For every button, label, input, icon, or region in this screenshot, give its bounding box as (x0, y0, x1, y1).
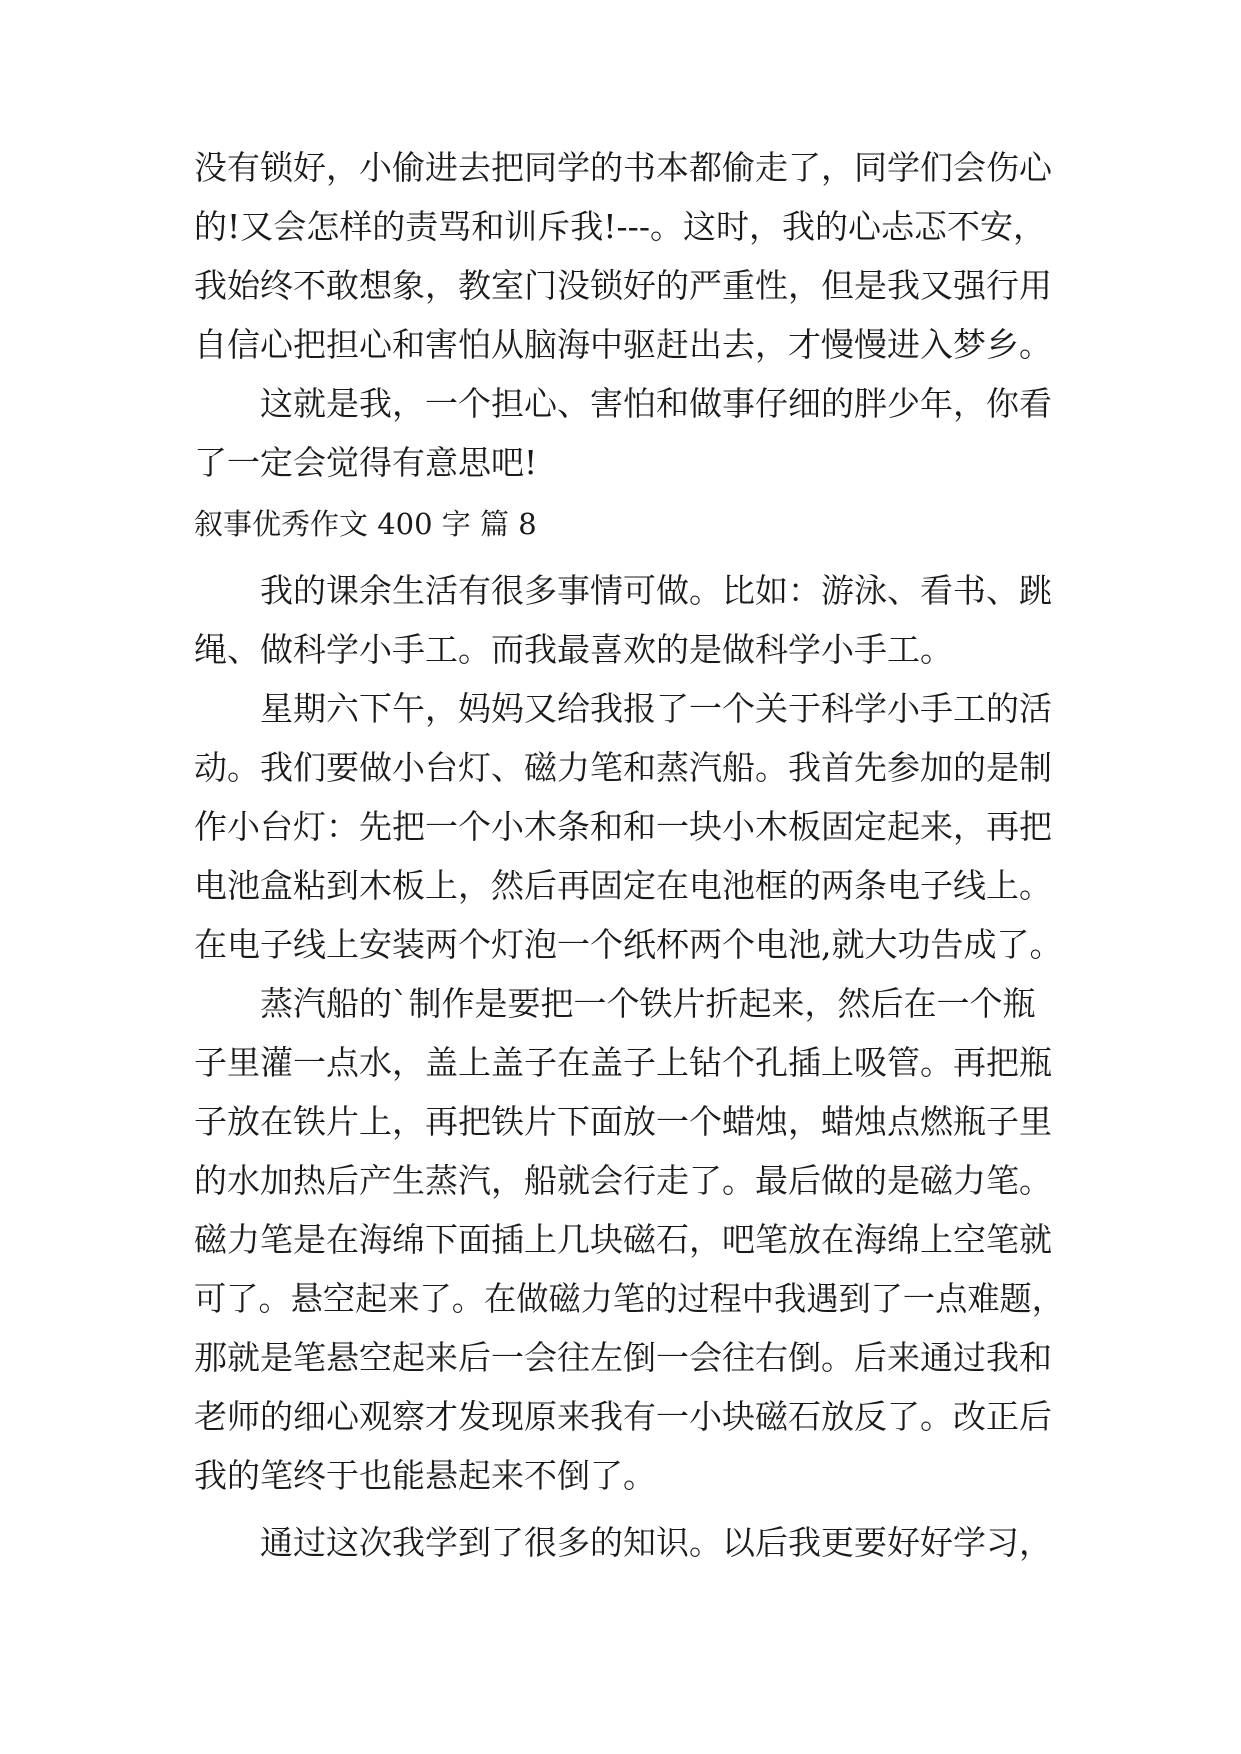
text-line-content: 的!又会怎样的责骂和训斥我!---。这时，我的心忐忑不安， (194, 207, 1046, 246)
text-line (0, 1269, 1241, 1329)
text-line-content: 的水加热后产生蒸汽，船就会行走了。最后做的是磁力笔。 (194, 1161, 1052, 1200)
text-line (0, 1387, 1241, 1447)
text-line-content: 作小台灯：先把一个小木条和和一块小木板固定起来，再把 (194, 807, 1052, 846)
text-line-content: 绳、做科学小手工。而我最喜欢的是做科学小手工。 (194, 630, 953, 669)
text-line (0, 679, 1241, 739)
text-line-content: 星期六下午，妈妈又给我报了一个关于科学小手工的活 (260, 689, 1052, 728)
text-line-content: 电池盒粘到木板上，然后再固定在电池框的两条电子线上。 (194, 866, 1052, 905)
text-line-content: 了一定会觉得有意思吧! (194, 443, 538, 482)
text-line-content: 子里灌一点水，盖上盖子在盖子上钻个孔插上吸管。再把瓶 (194, 1043, 1052, 1082)
text-line-content: 这就是我，一个担心、害怕和做事仔细的胖少年，你看 (260, 384, 1052, 423)
text-line-content: 在电子线上安装两个灯泡一个纸杯两个电池,就大功告成了。 (194, 925, 1063, 964)
text-line-content: 动。我们要做小台灯、磁力笔和蒸汽船。我首先参加的是制 (194, 748, 1052, 787)
text-line (0, 738, 1241, 798)
text-line (0, 1513, 1241, 1573)
text-line-content: 蒸汽船的`制作是要把一个铁片折起来，然后在一个瓶 (260, 984, 1036, 1023)
text-line-content: 没有锁好，小偷进去把同学的书本都偷走了，同学们会伤心 (194, 148, 1052, 187)
text-line-content: 我的笔终于也能悬起来不倒了。 (194, 1456, 656, 1495)
text-line (0, 1446, 1241, 1506)
text-line (0, 561, 1241, 621)
text-line-content: 我的课余生活有很多事情可做。比如：游泳、看书、跳 (260, 571, 1052, 610)
text-line (0, 433, 1241, 493)
section-heading (0, 494, 1241, 554)
text-line-content: 磁力笔是在海绵下面插上几块磁石，吧笔放在海绵上空笔就 (194, 1220, 1052, 1259)
text-line (0, 197, 1241, 257)
text-line (0, 1151, 1241, 1211)
text-line (0, 974, 1241, 1034)
text-line-content: 那就是笔悬空起来后一会往左倒一会往右倒。后来通过我和 (194, 1338, 1052, 1377)
text-line (0, 856, 1241, 916)
text-line (0, 1092, 1241, 1152)
text-line-content: 自信心把担心和害怕从脑海中驱赶出去，才慢慢进入梦乡。 (194, 325, 1052, 364)
section-heading-text: 叙事优秀作文 400 字 篇 8 (194, 507, 537, 541)
text-line (0, 1210, 1241, 1270)
text-line-content: 可了。悬空起来了。在做磁力笔的过程中我遇到了一点难题， (194, 1279, 1064, 1318)
text-line (0, 797, 1241, 857)
text-line (0, 915, 1241, 975)
text-line (0, 256, 1241, 316)
text-line (0, 1328, 1241, 1388)
text-line (0, 315, 1241, 375)
text-line (0, 138, 1241, 198)
text-line-content: 通过这次我学到了很多的知识。以后我更要好好学习， (260, 1523, 1052, 1562)
text-line (0, 1033, 1241, 1093)
text-line (0, 620, 1241, 680)
text-line-content: 子放在铁片上，再把铁片下面放一个蜡烛，蜡烛点燃瓶子里 (194, 1102, 1052, 1141)
text-line-content: 我始终不敢想象，教室门没锁好的严重性，但是我又强行用 (194, 266, 1052, 305)
text-line-content: 老师的细心观察才发现原来我有一小块磁石放反了。改正后 (194, 1397, 1052, 1436)
text-line (0, 374, 1241, 434)
